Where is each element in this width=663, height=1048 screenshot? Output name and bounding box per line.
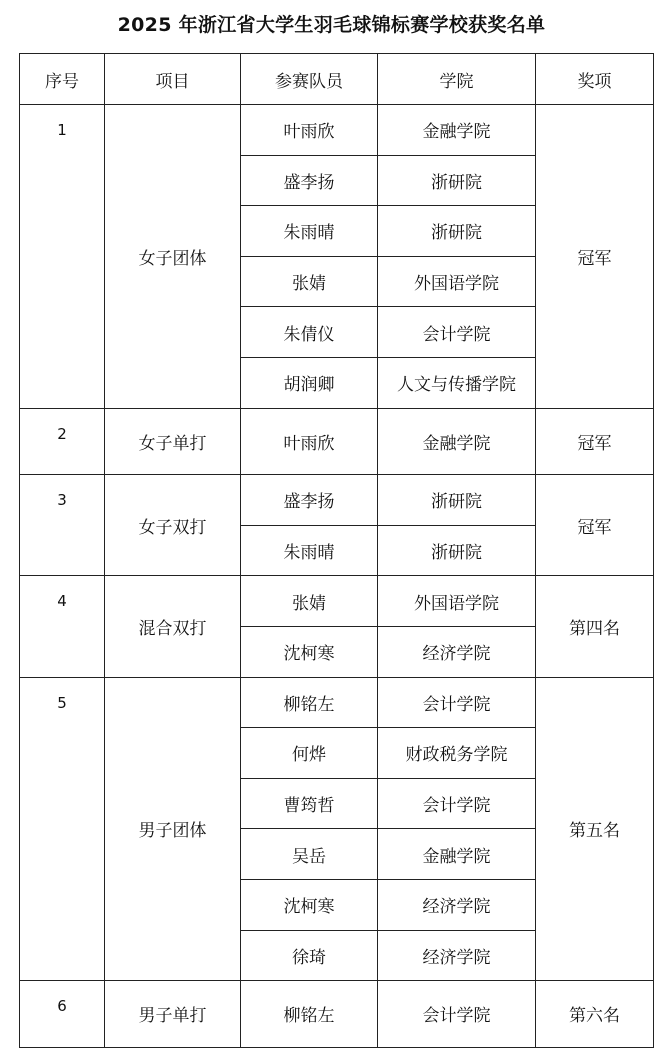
header-seq: 序号: [20, 54, 105, 105]
header-event: 项目: [105, 54, 241, 105]
college-cell: 浙研院: [378, 155, 536, 206]
member-name-cell: 叶雨欣: [241, 408, 378, 475]
table-body: [20, 105, 654, 1048]
table-row: [20, 981, 654, 1048]
college-cell: 金融学院: [378, 408, 536, 475]
college-cell: 会计学院: [378, 778, 536, 829]
award-cell: 冠军: [536, 105, 654, 409]
table-row: [20, 105, 654, 156]
college-cell: 财政税务学院: [378, 728, 536, 779]
member-name-cell: 朱倩仪: [241, 307, 378, 358]
seq-cell: 3: [20, 475, 105, 576]
member-name-cell: 朱雨晴: [241, 206, 378, 257]
header-college: 学院: [378, 54, 536, 105]
member-name-cell: 叶雨欣: [241, 105, 378, 156]
member-name-cell: 盛李扬: [241, 155, 378, 206]
member-name-cell: 柳铭左: [241, 981, 378, 1048]
event-cell: 女子双打: [105, 475, 241, 576]
member-name-cell: 张婧: [241, 576, 378, 627]
college-cell: 人文与传播学院: [378, 357, 536, 408]
award-table: [19, 53, 654, 1048]
member-name-cell: 沈柯寒: [241, 626, 378, 677]
event-cell: 混合双打: [105, 576, 241, 677]
college-cell: 浙研院: [378, 525, 536, 576]
table-row: [20, 677, 654, 728]
table-row: [20, 475, 654, 526]
college-cell: 外国语学院: [378, 256, 536, 307]
member-name-cell: 盛李扬: [241, 475, 378, 526]
seq-cell: 4: [20, 576, 105, 677]
table-row: [20, 576, 654, 627]
college-cell: 会计学院: [378, 677, 536, 728]
seq-cell: 5: [20, 677, 105, 981]
award-cell: 第五名: [536, 677, 654, 981]
college-cell: 会计学院: [378, 307, 536, 358]
college-cell: 浙研院: [378, 475, 536, 526]
member-name-cell: 胡润卿: [241, 357, 378, 408]
member-name-cell: 柳铭左: [241, 677, 378, 728]
event-cell: 女子团体: [105, 105, 241, 409]
college-cell: 外国语学院: [378, 576, 536, 627]
college-cell: 会计学院: [378, 981, 536, 1048]
member-name-cell: 朱雨晴: [241, 525, 378, 576]
event-cell: 男子团体: [105, 677, 241, 981]
event-cell: 男子单打: [105, 981, 241, 1048]
event-cell: 女子单打: [105, 408, 241, 475]
seq-cell: 2: [20, 408, 105, 475]
college-cell: 金融学院: [378, 829, 536, 880]
seq-cell: 6: [20, 981, 105, 1048]
award-cell: 冠军: [536, 408, 654, 475]
member-name-cell: 何烨: [241, 728, 378, 779]
header-members: 参赛队员: [241, 54, 378, 105]
table-header-row: [20, 54, 654, 105]
member-name-cell: 张婧: [241, 256, 378, 307]
seq-cell: 1: [20, 105, 105, 409]
member-name-cell: 徐琦: [241, 930, 378, 981]
document-title: 2025 年浙江省大学生羽毛球锦标赛学校获奖名单: [117, 14, 546, 36]
college-cell: 经济学院: [378, 930, 536, 981]
header-award: 奖项: [536, 54, 654, 105]
award-cell: 冠军: [536, 475, 654, 576]
college-cell: 经济学院: [378, 626, 536, 677]
award-cell: 第六名: [536, 981, 654, 1048]
table-row: [20, 408, 654, 475]
college-cell: 经济学院: [378, 879, 536, 930]
member-name-cell: 沈柯寒: [241, 879, 378, 930]
college-cell: 金融学院: [378, 105, 536, 156]
award-cell: 第四名: [536, 576, 654, 677]
member-name-cell: 曹筠哲: [241, 778, 378, 829]
college-cell: 浙研院: [378, 206, 536, 257]
member-name-cell: 吴岳: [241, 829, 378, 880]
